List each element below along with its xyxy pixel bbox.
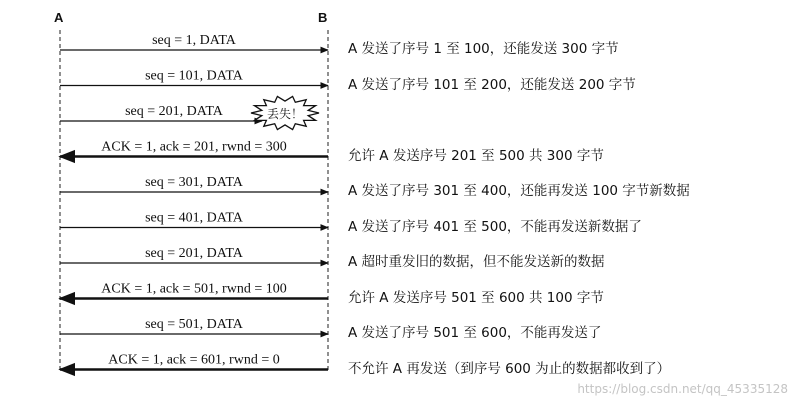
message-note: A 超时重发旧的数据，但不能发送新的数据 — [348, 254, 605, 270]
message-6 — [60, 211, 328, 228]
message-4 — [60, 140, 328, 157]
message-note: A 发送了序号 1 至 100，还能发送 300 字节 — [348, 41, 619, 57]
message-7 — [60, 246, 328, 263]
message-3 — [60, 96, 319, 129]
message-label: seq = 201, DATA — [125, 104, 223, 119]
message-9 — [60, 317, 328, 334]
message-10 — [60, 353, 328, 370]
message-note: A 发送了序号 301 至 400，还能再发送 100 字节新数据 — [348, 183, 690, 199]
message-1 — [60, 33, 328, 50]
message-note: A 发送了序号 101 至 200，还能发送 200 字节 — [348, 76, 636, 93]
message-label: ACK = 1, ack = 201, rwnd = 300 — [101, 139, 287, 155]
message-note: A 发送了序号 401 至 500，不能再发送新数据了 — [348, 218, 642, 235]
message-2 — [60, 69, 328, 86]
watermark: https://blog.csdn.net/qq_45335128 — [577, 382, 788, 396]
message-label: seq = 1, DATA — [152, 33, 236, 48]
message-note: 允许 A 发送序号 501 至 600 共 100 字节 — [348, 289, 604, 306]
message-label: ACK = 1, ack = 501, rwnd = 100 — [101, 281, 287, 297]
message-label: seq = 301, DATA — [145, 175, 243, 190]
message-note: 不允许 A 再发送（到序号 600 为止的数据都收到了） — [348, 360, 671, 377]
lost-label: 丢失！ — [266, 107, 304, 121]
host-b-label: B — [318, 10, 328, 25]
message-note: A 发送了序号 501 至 600，不能再发送了 — [348, 325, 602, 341]
message-8 — [60, 282, 328, 299]
message-label: seq = 101, DATA — [145, 68, 243, 84]
message-label: seq = 501, DATA — [145, 317, 243, 332]
message-note: 允许 A 发送序号 201 至 500 共 300 字节 — [348, 147, 604, 164]
host-a-label: A — [54, 10, 64, 25]
message-5 — [60, 175, 328, 192]
message-label: seq = 401, DATA — [145, 210, 243, 226]
message-label: seq = 201, DATA — [145, 246, 243, 261]
message-label: ACK = 1, ack = 601, rwnd = 0 — [108, 352, 280, 368]
